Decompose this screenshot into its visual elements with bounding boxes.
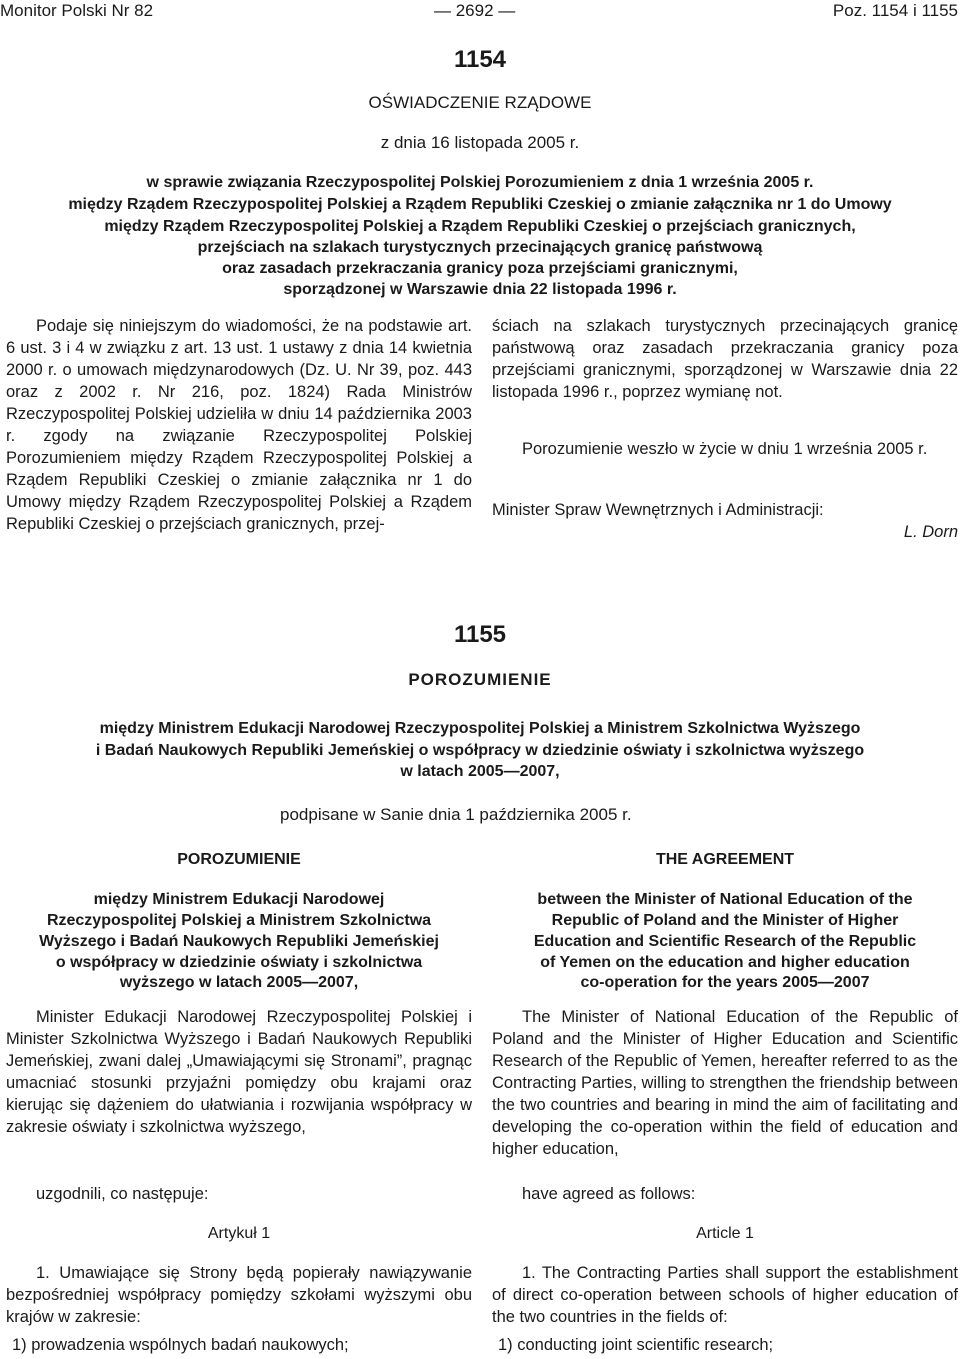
english-subtitle-line: Republic of Poland and the Minister of Higher (551, 912, 899, 929)
polish-item1: 1) prowadzenia wspólnych badań naukowych; (12, 1336, 349, 1354)
item-number-1154: 1154 (453, 46, 507, 73)
english-heading: THE AGREEMENT (655, 851, 795, 868)
body-text-1154-left: Podaje się niniejszym do wiadomości, że na podstawie art. 6 ust. 3 i 4 w związku z art. 13 ust. 1 ustawy z dnia 14 kwietnia 2000 r. o umowach międzynarodowych (Dz. U. Nr 39, poz. 443 oraz z 2002 r. Nr 216, poz. 1824) Rada Ministrów Rzeczypospolitej Polskiej udzieliła w dniu 14 października 2003 r. zgody na związanie Rzeczypospolitej Polskiej Porozumieniem między Rządem Rzeczypospolitej Polskiej a Rządem Republiki Czeskiej o zmianie załącznika nr 1 do Umowy między Rządem Rzeczypospolitej Polskiej a Rządem Republiki Czeskiej o przejściach granicznych, przej- (6, 317, 472, 533)
title-line-1155: i Badań Naukowych Republiki Jemeńskiej o współpracy w dziedzinie oświaty i szkolnictwa wyższego (95, 742, 865, 759)
english-subtitle-line: of Yemen on the education and higher education (540, 954, 910, 971)
position-range: Poz. 1154 i 1155 (832, 1, 958, 20)
english-subtitle-line: between the Minister of National Education of the (537, 891, 913, 908)
english-item1: 1) conducting joint scientific research; (498, 1336, 774, 1354)
english-para1: 1. The Contracting Parties shall support the establishment of direct co-operation between schools of higher education of the two countries in the fields of: (492, 1264, 958, 1326)
polish-heading: POROZUMIENIE (177, 851, 301, 868)
title-line-1154: między Rządem Rzeczypospolitej Polskiej a Rządem Republiki Czeskiej o zmianie załącznika nr 1 do Umowy (68, 196, 892, 213)
english-subtitle-line: Education and Scientific Research of the Republic (533, 933, 917, 950)
polish-subtitle-line: wyższego w latach 2005—2007, (119, 974, 359, 991)
journal-name: Monitor Polski Nr 82 (0, 1, 154, 20)
title-line-1154: przejściach na szlakach turystycznych przecinających granicę państwową (197, 239, 763, 256)
english-preamble: The Minister of National Education of the Republic of Poland and the Minister of Higher Education and Scientific Research of the Republic of Yemen, hereafter referred to as the Contracting Parties, willing to strengthen the friendship between the two countries and bearing in mind the aim of facilitating and developing the co-operation within the field of education and higher education, (492, 1008, 958, 1158)
polish-subtitle-line: Wyższego i Badań Naukowych Republiki Jemeńskiej (39, 933, 439, 950)
title-line-1154: sporządzonej w Warszawie dnia 22 listopada 1996 r. (283, 281, 677, 298)
english-agreed: have agreed as follows: (522, 1185, 696, 1203)
title-line-1154: w sprawie związania Rzeczypospolitej Polskiej Porozumieniem z dnia 1 września 2005 r. (146, 174, 814, 191)
polish-agreed: uzgodnili, co następuje: (36, 1185, 209, 1203)
title-line-1154: oraz zasadach przekraczania granicy poza przejściami granicznymi, (222, 260, 738, 277)
polish-subtitle-line: między Ministrem Edukacji Narodowej (93, 891, 385, 908)
signatory-name: L. Dorn (903, 523, 958, 541)
item-type-1154: OŚWIADCZENIE RZĄDOWE (368, 93, 592, 112)
page-number: — 2692 — (434, 1, 516, 20)
entry-into-force: Porozumienie weszło w życie w dniu 1 września 2005 r. (522, 440, 928, 458)
page-header (0, 0, 960, 22)
signatory-title: Minister Spraw Wewnętrznych i Administracji: (492, 501, 824, 519)
title-line-1155: między Ministrem Edukacji Narodowej Rzeczypospolitej Polskiej a Ministrem Szkolnictwa Wyższego (99, 720, 861, 737)
polish-article: Artykuł 1 (207, 1225, 271, 1242)
signed-info: podpisane w Sanie dnia 1 października 2005 r. (280, 805, 632, 824)
polish-preamble: Minister Edukacji Narodowej Rzeczypospolitej Polskiej i Minister Szkolnictwa Wyższego i Badań Naukowych Republiki Jemeńskiej, zwani dalej „Umawiającymi się Stronami”, pragnąc umacniać stosunki przyjaźni pomiędzy obu krajami oraz kierując się dążeniem do ułatwiania i rozwijania współpracy w zakresie oświaty i szkolnictwa wyższego, (6, 1008, 472, 1136)
polish-subtitle-line: o współpracy w dziedzinie oświaty i szkolnictwa (55, 954, 423, 971)
english-subtitle-line: co-operation for the years 2005—2007 (580, 974, 870, 991)
english-article: Article 1 (696, 1225, 754, 1242)
title-line-1154: między Rządem Rzeczypospolitej Polskiej a Rządem Republiki Czeskiej o przejściach granicznych, (104, 218, 856, 235)
polish-para1: 1. Umawiające się Strony będą popierały nawiązywanie bezpośredniej współpracy pomiędzy szkołami wyższymi obu krajów w zakresie: (6, 1264, 472, 1326)
item-type-1155: POROZUMIENIE (408, 670, 552, 689)
title-line-1155: w latach 2005—2007, (400, 763, 560, 780)
polish-subtitle-line: Rzeczypospolitej Polskiej a Ministrem Szkolnictwa (46, 912, 432, 929)
body-text-1154-right: ściach na szlakach turystycznych przecinających granicę państwową oraz zasadach przekraczania granicy poza przejściami granicznymi, sporządzonej w Warszawie dnia 22 listopada 1996 r., poprzez wymianę not. (492, 317, 958, 401)
item-number-1155: 1155 (453, 621, 507, 648)
item-date-1154: z dnia 16 listopada 2005 r. (380, 133, 580, 152)
